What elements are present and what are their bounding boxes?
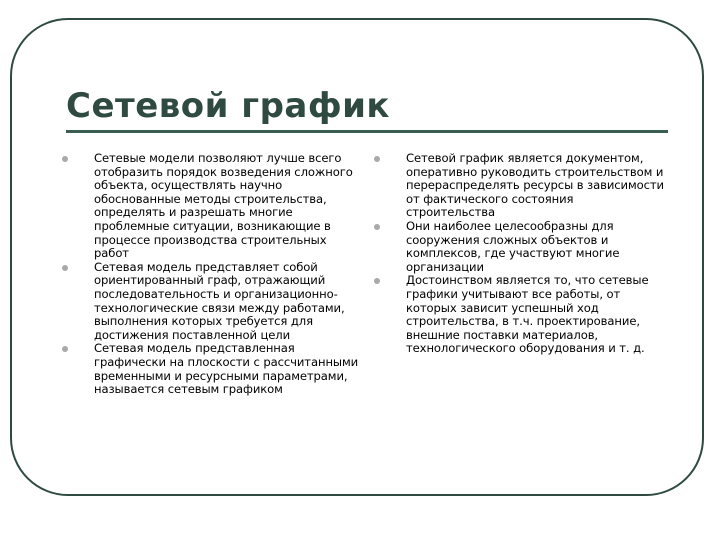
bullet-item <box>374 152 664 220</box>
slide-title: Сетевой график <box>66 86 390 126</box>
bullet-item <box>62 342 362 396</box>
bullet-dot-icon <box>374 224 380 230</box>
bullet-dot-icon <box>62 265 68 271</box>
bullet-dot-icon <box>62 346 68 352</box>
bullet-item <box>62 152 362 261</box>
bullet-text: Сетевой график является документом, оперативно руководить строительством и перераспределять ресурсы в зависимости от фактического состояния строительства <box>406 151 664 220</box>
bullet-dot-icon <box>374 278 380 284</box>
bullet-item <box>62 261 362 343</box>
bullet-dot-icon <box>374 156 380 162</box>
bullet-text: Они наиболее целесообразны для сооружения сложных объектов и комплексов, где участвуют многие организации <box>406 218 620 274</box>
bullet-text: Сетевая модель представленная графически на плоскости с рассчитанными временными и ресурсными параметрами, называется сетевым графиком <box>94 341 359 397</box>
bullet-text: Достоинством является то, что сетевые графики учитывают все работы, от которых зависит успешный ход строительства, в т.ч. проектирование, внешние поставки материалов, технологического оборудования и т. д. <box>406 273 649 356</box>
bullet-text: Сетевая модель представляет собой ориентированный граф, отражающий последовательность и организационно-технологические связи между работами, выполнения которых требуется для достижения поставленной цели <box>94 259 345 342</box>
title-underline <box>66 130 668 133</box>
bullet-item <box>374 220 664 274</box>
bullet-item <box>374 274 664 356</box>
bullet-dot-icon <box>62 156 68 162</box>
left-bullet-list <box>62 152 362 397</box>
bullet-text: Сетевые модели позволяют лучше всего отобразить порядок возведения сложного объекта, осуществлять научно обоснованные методы строительства, определять и разрешать многие проблемные ситуации, возникающие в процессе производства строительных работ <box>94 151 353 261</box>
right-bullet-list <box>374 152 664 356</box>
